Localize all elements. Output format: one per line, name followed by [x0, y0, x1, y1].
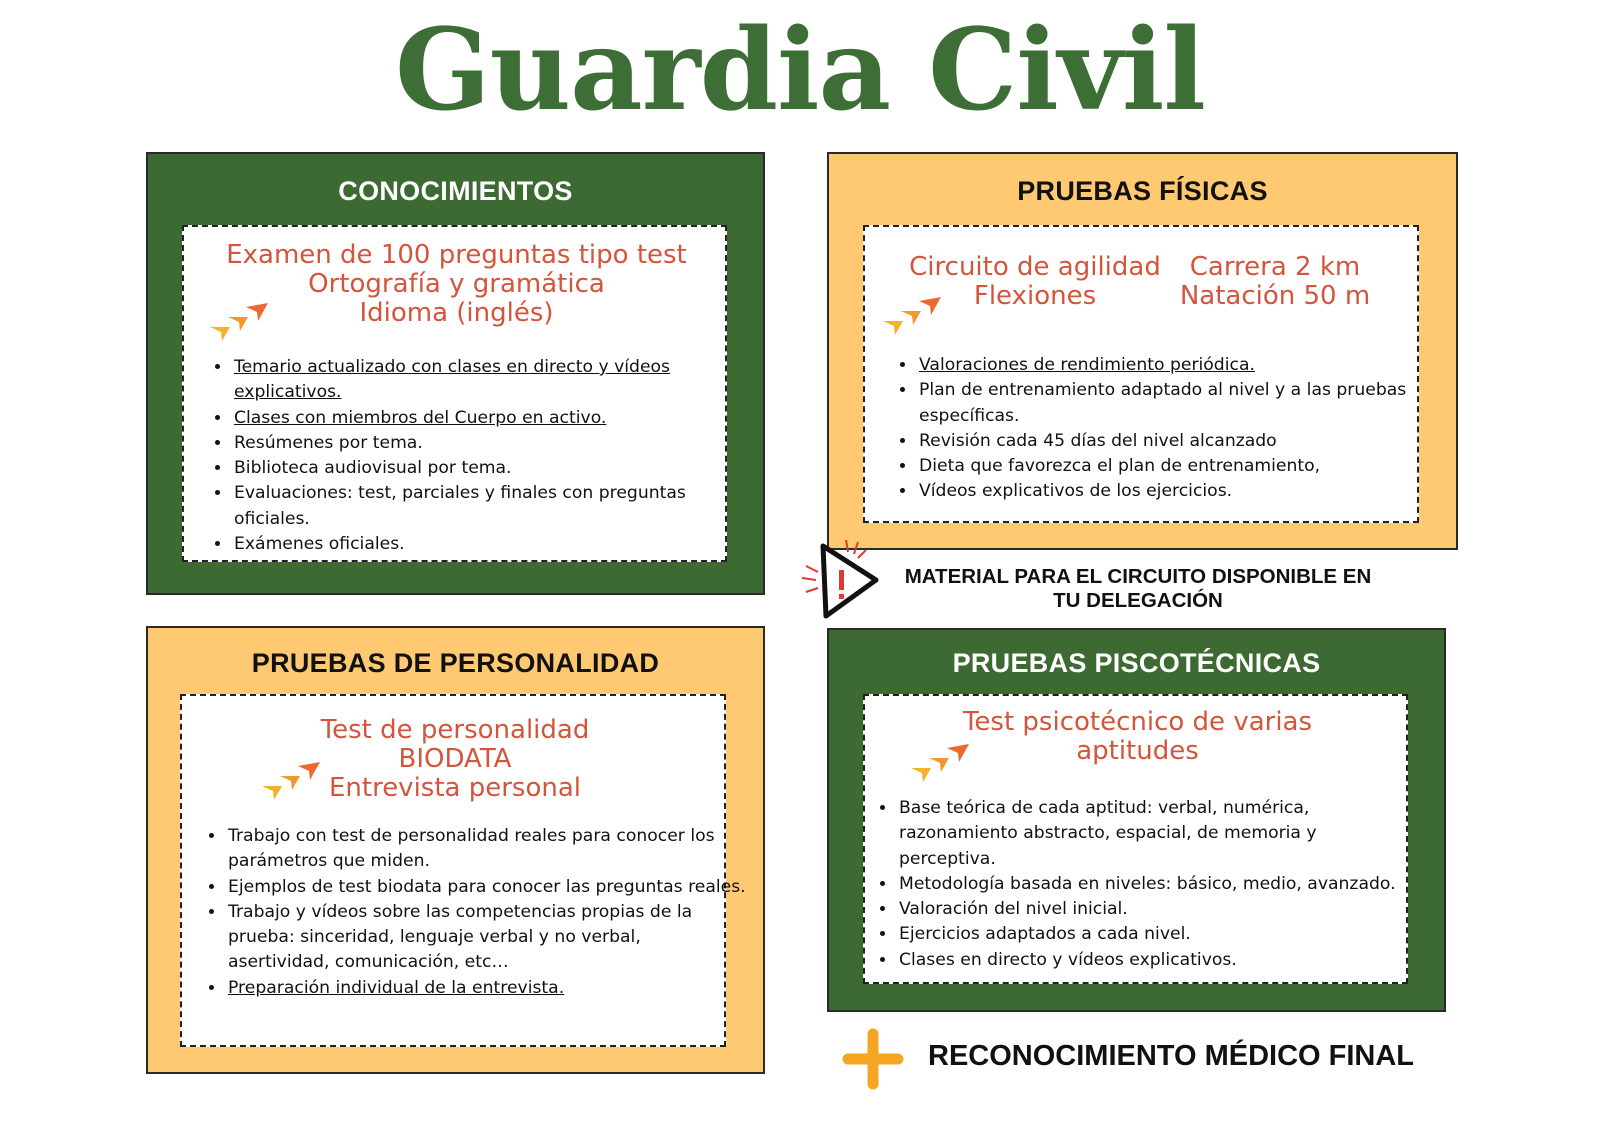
subject-line: aptitudes	[1076, 736, 1199, 766]
subject-line: Circuito de agilidad	[909, 252, 1161, 282]
list-item: • Vídeos explicativos de los ejercicios.	[917, 479, 1427, 504]
list-item: • Base teórica de cada aptitud: verbal, numérica, razonamiento abstracto, espacial, de memoria y perceptiva.	[897, 796, 1417, 872]
page-title: Guardia Civil	[395, 5, 1205, 136]
conocimientos-heading: CONOCIMIENTOS	[338, 176, 573, 206]
triple-arrow-icon	[881, 291, 945, 337]
subject-line: Natación 50 m	[1179, 281, 1371, 311]
list-item: • Dieta que favorezca el plan de entrenamiento,	[917, 454, 1427, 479]
list-item: • Clases con miembros del Cuerpo en activo.	[232, 406, 712, 431]
list-item: • Ejemplos de test biodata para conocer las preguntas reales.	[226, 875, 746, 900]
conocimientos-list	[208, 355, 712, 557]
subject-line: Entrevista personal	[328, 773, 582, 803]
psicotecnicas-list	[873, 796, 1417, 973]
subject-line: Ortografía y gramática	[308, 269, 605, 299]
list-item: • Biblioteca audiovisual por tema.	[232, 456, 712, 481]
triple-arrow-icon	[260, 756, 324, 802]
conocimientos-panel	[146, 152, 765, 595]
subject-line: Carrera 2 km	[1189, 252, 1361, 282]
pruebas-personalidad-panel	[146, 626, 765, 1074]
triple-arrow-icon	[208, 297, 272, 343]
list-item: • Ejercicios adaptados a cada nivel.	[897, 922, 1417, 947]
final-note: RECONOCIMIENTO MÉDICO FINAL	[928, 1040, 1415, 1072]
list-item: • Valoraciones de rendimiento periódica.	[917, 353, 1427, 378]
fisicas-subject-right	[1165, 253, 1385, 311]
pruebas-personalidad-heading: PRUEBAS DE PERSONALIDAD	[251, 648, 660, 678]
note-line: TU DELEGACIÓN	[1053, 589, 1223, 612]
pruebas-personalidad-card	[180, 694, 746, 1047]
subject-line: BIODATA	[398, 744, 512, 774]
warning-megaphone-icon	[798, 536, 884, 622]
triple-arrow-icon	[909, 738, 973, 784]
subject-line: Examen de 100 preguntas tipo test	[226, 240, 687, 270]
pruebas-fisicas-panel	[827, 152, 1458, 550]
note-line: MATERIAL PARA EL CIRCUITO DISPONIBLE EN	[904, 565, 1372, 588]
subject-line: Test de personalidad	[320, 715, 590, 745]
pruebas-psicotecnicas-card	[863, 694, 1408, 984]
subject-line: Flexiones	[973, 281, 1097, 311]
conocimientos-card	[182, 225, 727, 562]
list-item: • Revisión cada 45 días del nivel alcanzado	[917, 429, 1427, 454]
list-item: • Preparación individual de la entrevista.	[226, 976, 746, 1001]
plus-icon	[842, 1028, 904, 1090]
pruebas-fisicas-heading: PRUEBAS FÍSICAS	[1017, 176, 1268, 206]
list-item: • Resúmenes por tema.	[232, 431, 712, 456]
list-item: • Metodología basada en niveles: básico, medio, avanzado.	[897, 872, 1417, 897]
list-item: • Clases en directo y vídeos explicativos.	[897, 948, 1417, 973]
pruebas-psicotecnicas-panel	[827, 628, 1446, 1012]
list-item: • Plan de entrenamiento adaptado al nivel y a las pruebas específicas.	[917, 378, 1427, 429]
list-item: • Exámenes oficiales.	[232, 532, 712, 557]
list-item: • Evaluaciones: test, parciales y finales con preguntas oficiales.	[232, 481, 712, 532]
list-item: • Trabajo y vídeos sobre las competencias propias de la prueba: sinceridad, lenguaje verbal y no verbal, asertividad, comunicación, etc…	[226, 900, 746, 976]
list-item: • Temario actualizado con clases en directo y vídeos explicativos.	[232, 355, 712, 406]
subject-line: Idioma (inglés)	[359, 298, 554, 328]
material-note	[878, 565, 1398, 613]
subject-line: Test psicotécnico de varias	[962, 707, 1313, 737]
list-item: • Valoración del nivel inicial.	[897, 897, 1417, 922]
pruebas-fisicas-card	[863, 225, 1419, 523]
list-item: • Trabajo con test de personalidad reales para conocer los parámetros que miden.	[226, 824, 746, 875]
pruebas-psicotecnicas-heading: PRUEBAS PISCOTÉCNICAS	[952, 648, 1321, 678]
personalidad-list	[202, 824, 746, 1001]
fisicas-list	[893, 353, 1427, 505]
